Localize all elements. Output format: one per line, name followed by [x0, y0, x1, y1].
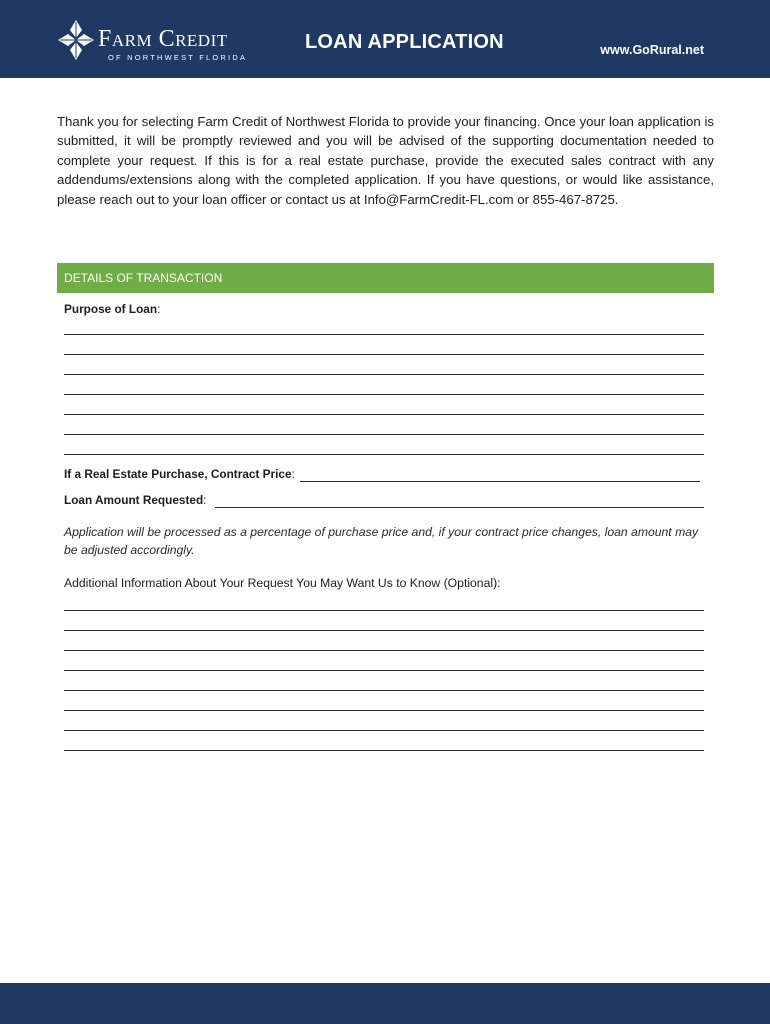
page-title: LOAN APPLICATION: [305, 31, 504, 53]
contract-price-colon: :: [291, 467, 295, 481]
additional-info-label: Additional Information About Your Request You May Want Us to Know (Optional):: [64, 576, 501, 590]
contract-price-label-text: If a Real Estate Purchase, Contract Price: [64, 467, 292, 481]
additional-line-6[interactable]: [64, 710, 704, 711]
section-header: [57, 263, 714, 293]
leaf-diamond-icon: [56, 18, 96, 62]
footer-bar: [0, 983, 770, 1024]
additional-line-3[interactable]: [64, 650, 704, 651]
loan-amount-label: [64, 493, 206, 507]
brand-name: Farm Credit: [98, 26, 228, 52]
website-link[interactable]: www.GoRural.net: [600, 43, 704, 57]
contract-price-label: [64, 467, 295, 481]
purpose-line-1[interactable]: [64, 334, 704, 335]
purpose-of-loan-label: [64, 302, 160, 316]
purpose-label-text: Purpose of Loan: [64, 302, 158, 316]
loan-amount-colon: :: [203, 493, 207, 507]
farm-credit-logo: [56, 18, 256, 64]
purpose-line-2[interactable]: [64, 354, 704, 355]
intro-paragraph: Thank you for selecting Farm Credit of Northwest Florida to provide your financing. Once your loan application is submitted, it will be promptly reviewed and you will be advised of the supporting documentation needed to complete your request. If this is for a real estate purchase, provide the executed sales contract with any addendums/extensions along with the completed application. If you have questions, or would like assistance, please reach out to your loan officer or contact us at Info@FarmCredit-FL.com or 855-467-8725.: [57, 114, 714, 207]
purpose-colon: :: [157, 302, 161, 316]
additional-line-5[interactable]: [64, 690, 704, 691]
purpose-line-3[interactable]: [64, 374, 704, 375]
processing-note: Application will be processed as a percentage of purchase price and, if your contract price changes, loan amount may be adjusted accordingly.: [64, 525, 699, 557]
contract-price-line[interactable]: [300, 481, 700, 482]
header-bar: [0, 0, 770, 78]
loan-amount-line[interactable]: [215, 507, 704, 508]
purpose-line-4[interactable]: [64, 394, 704, 395]
purpose-line-7[interactable]: [64, 454, 704, 455]
additional-line-2[interactable]: [64, 630, 704, 631]
section-title: DETAILS OF TRANSACTION: [64, 271, 223, 285]
additional-line-8[interactable]: [64, 750, 704, 751]
additional-line-7[interactable]: [64, 730, 704, 731]
purpose-line-6[interactable]: [64, 434, 704, 435]
loan-amount-label-text: Loan Amount Requested: [64, 493, 204, 507]
additional-line-4[interactable]: [64, 670, 704, 671]
brand-subtitle: OF NORTHWEST FLORIDA: [108, 53, 248, 62]
purpose-line-5[interactable]: [64, 414, 704, 415]
additional-line-1[interactable]: [64, 610, 704, 611]
